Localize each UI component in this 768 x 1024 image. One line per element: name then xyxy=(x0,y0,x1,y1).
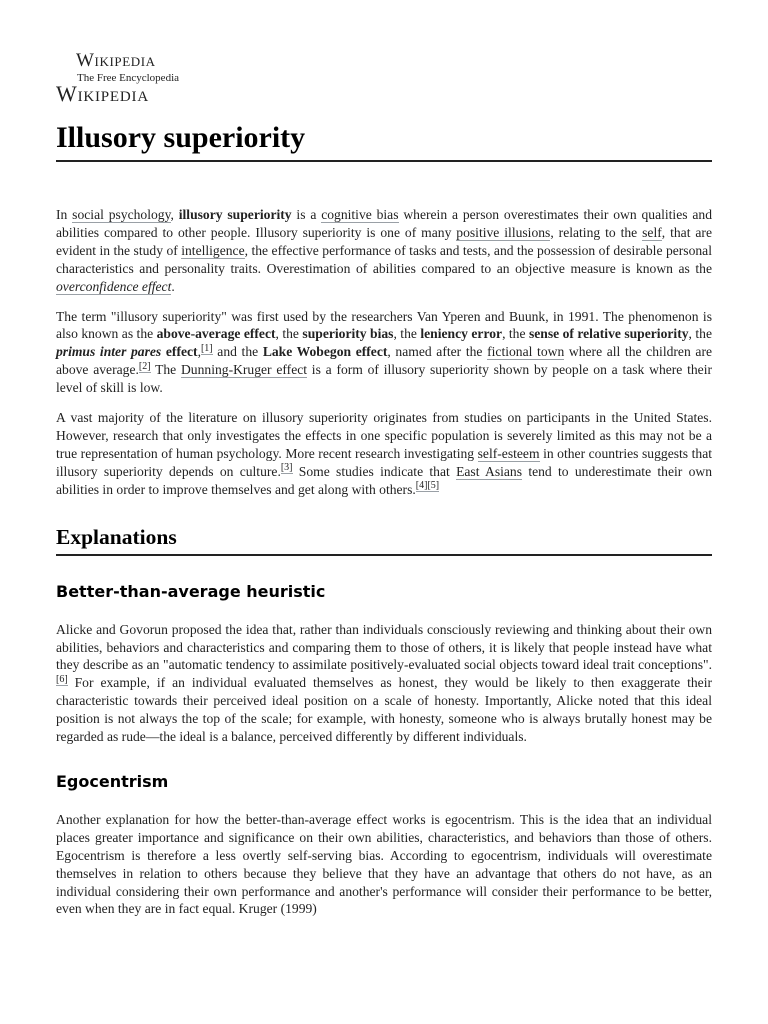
bold-term-leniency-error: leniency error xyxy=(420,326,503,342)
paragraph-better-than-average xyxy=(56,621,712,746)
logo-tagline: The Free Encyclopedia xyxy=(77,72,180,84)
text-run: The xyxy=(150,362,181,378)
text-run: Some studies indicate that xyxy=(292,463,457,479)
bold-term-lake-wobegon-effect: Lake Wobegon effect xyxy=(262,344,388,360)
text-run: , relating to the xyxy=(550,224,643,240)
link-self-esteem[interactable]: self-esteem xyxy=(477,445,540,461)
bold-term-illusory-superiority: illusory superiority xyxy=(178,207,292,222)
bold-term-sense-of-relative-superiority: sense of relative superiority xyxy=(528,326,689,342)
text-run: , the effective performance of tasks and tests, and the possession of desirable personal characteristics and personality traits. Overestimation of abilities compared to an objective measure is known as the xyxy=(56,242,712,276)
text-run: For example, if an individual evaluated themselves as honest, they would be likely to then exaggerate their characteristic towards their perceived ideal position on a scale of honesty. Importantly, Alicke noted that this ideal position is not always the top of the scale; for example, with honesty, someone who is always brutally honest may be regarded as rude—the ideal is a balance, perceived differently by different individuals. xyxy=(56,675,712,745)
text-run: , xyxy=(170,207,179,222)
logo-wordmark-top: Wikipedia xyxy=(76,50,156,71)
subsection-heading-better-than-average: Better-than-average heuristic xyxy=(56,581,326,601)
article-page xyxy=(56,48,712,918)
paragraph-egocentrism: Another explanation for how the better-than-average effect works is egocentrism. This is the idea that an individual places greater importance and significance on their own abilities, characteristics, and behaviors than those of others. Egocentrism is therefore a less overtly self-serving bias. According to egocentrism, individuals will overestimate themselves in relation to others because they believe that they have an advantage that others do not have, as an individual considering their own performance and another's performance will consider their performance to be better, even when they are in fact equal. Kruger (1999) xyxy=(56,811,712,917)
logo-wordmark-bottom: Wikipedia xyxy=(56,81,149,106)
wikipedia-logo[interactable] xyxy=(56,48,712,106)
bold-term-superiority-bias: superiority bias xyxy=(302,326,394,342)
subsection-heading-egocentrism: Egocentrism xyxy=(56,771,169,791)
text-run: is a xyxy=(291,207,322,222)
link-fictional-town[interactable]: fictional town xyxy=(487,344,565,360)
citation-1[interactable]: [1] xyxy=(200,342,213,354)
link-social-psychology[interactable]: social psychology xyxy=(72,207,171,222)
bold-term-above-average-effect: above-average effect xyxy=(156,326,276,342)
citation-5[interactable]: [5] xyxy=(427,480,440,492)
text-run: A vast majority of the literature on illusory superiority originates from studies on participants in the United States. However, research that only investigates the effects in one specific population is severely limited as this may not be a true representation of human psychology. More recent research investigating xyxy=(56,410,712,461)
link-dunning-kruger-effect[interactable]: Dunning-Kruger effect xyxy=(180,362,308,378)
text-run: , that are evident in the study of xyxy=(56,224,712,258)
text-run: where all the children are above average. xyxy=(56,344,713,378)
text-run: The term "illusory superiority" was first used by the researchers Van Yperen and Buunk, in 1991. The phenomenon is also known as the xyxy=(56,308,712,342)
article-title: Illusory superiority xyxy=(56,120,712,162)
italic-link-text: overconfidence effect xyxy=(56,278,172,294)
text-run: is a form of illusory superiority shown by people on a task where their level of skill is low. xyxy=(56,362,713,396)
citation-4[interactable]: [4] xyxy=(415,480,428,492)
link-east-asians[interactable]: East Asians xyxy=(456,463,523,479)
intro-paragraph-2 xyxy=(56,308,712,398)
text-run: In xyxy=(56,207,73,222)
text-run: and the xyxy=(212,344,263,360)
text-run: , the xyxy=(275,326,303,342)
text-run: , the xyxy=(502,326,529,342)
citation-6[interactable]: [6] xyxy=(56,673,68,685)
link-self[interactable]: self xyxy=(642,224,662,240)
intro-paragraph-1 xyxy=(56,206,712,296)
bold-term-primus-inter-pares xyxy=(56,344,198,359)
link-positive-illusions[interactable]: positive illusions xyxy=(456,224,551,240)
text-run: , xyxy=(197,344,201,360)
italic-term: primus inter pares xyxy=(56,344,162,360)
link-intelligence[interactable]: intelligence xyxy=(181,242,245,258)
citation-2[interactable]: [2] xyxy=(138,360,151,372)
bold-term-effect: effect xyxy=(161,344,198,360)
section-heading-explanations: Explanations xyxy=(56,523,712,556)
text-run: wherein a person overestimates their own qualities and abilities compared to other people. Illusory superiority is one of many xyxy=(56,207,712,240)
text-run: tend to underestimate their own abilities in order to improve themselves and get along with others. xyxy=(56,463,712,497)
link-overconfidence-effect[interactable] xyxy=(56,279,171,295)
text-run: , the xyxy=(393,326,421,342)
text-run: , named after the xyxy=(387,344,488,360)
citation-3[interactable]: [3] xyxy=(280,462,293,474)
text-run: . xyxy=(171,278,175,294)
text-run: Alicke and Govorun proposed the idea that, rather than individuals consciously reviewing and thinking about their own abilities, behaviors and characteristics and comparing them to those of others, it is likely that people instead have what they describe as an "automatic tendency to assimilate positively-evaluated social objects toward ideal trait conceptions". xyxy=(56,621,712,673)
text-run: in other countries suggests that illusory superiority depends on culture. xyxy=(56,445,712,479)
text-run: , the xyxy=(688,326,712,342)
intro-paragraph-3 xyxy=(56,409,712,499)
link-cognitive-bias[interactable]: cognitive bias xyxy=(321,207,399,222)
